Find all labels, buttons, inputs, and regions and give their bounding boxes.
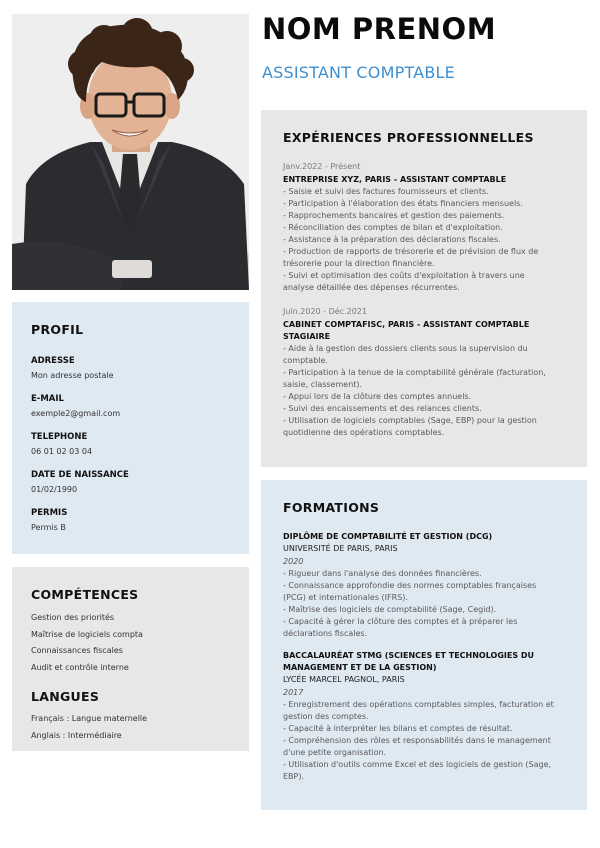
entry-line: - Assistance à la préparation des déclarations fiscales. [283, 235, 501, 244]
entry-line: - Connaissance approfondie des normes comptables françaises [283, 581, 537, 590]
entry-title: STAGIAIRE [283, 332, 331, 341]
entry-line: - Réconciliation des comptes de bilan et d'exploitation. [283, 223, 503, 232]
entry-line: - Aide à la gestion des dossiers clients sous la supervision du [283, 344, 528, 353]
job-title: ASSISTANT COMPTABLE [262, 63, 455, 82]
profil-field [31, 394, 231, 418]
skills-section [12, 567, 249, 751]
entry-line: - Participation à la tenue de la comptabilité générale (facturation, [283, 368, 546, 377]
langues-title: LANGUES [31, 689, 100, 705]
profil-section [12, 302, 249, 554]
entry-line: - Capacité à interpréter les bilans et comptes de résultat. [283, 724, 513, 733]
entry-line: - Participation à l'élaboration des états financiers mensuels. [283, 199, 523, 208]
entry-line: d'une petite organisation. [283, 748, 387, 757]
field-value: 06 01 02 03 04 [31, 447, 93, 456]
entry-line: (PCG) et internationales (IFRS). [283, 593, 408, 602]
entry-line: gestion des comptes. [283, 712, 369, 721]
formation-year: 2017 [283, 688, 304, 697]
experiences-section [261, 110, 587, 467]
entry-date: Janv.2022 - Présent [283, 162, 361, 171]
formations-section [261, 480, 587, 810]
field-label: DATE DE NAISSANCE [31, 470, 129, 480]
formation-school: LYCÉE MARCEL PAGNOL, PARIS [283, 675, 405, 684]
formations-title: FORMATIONS [283, 500, 380, 515]
field-label: TELEPHONE [31, 432, 88, 442]
field-label: PERMIS [31, 508, 68, 518]
entry-line: - Production de rapports de trésorerie et de prévision de flux de [283, 247, 539, 256]
entry-title: ENTREPRISE XYZ, PARIS - ASSISTANT COMPTABLE [283, 175, 507, 184]
langues-list [31, 711, 231, 744]
profil-field [31, 508, 231, 532]
list-item: Français : Langue maternelle [31, 714, 148, 724]
entry-line: - Saisie et suivi des factures fournisseurs et clients. [283, 187, 489, 196]
entry-date: Juin.2020 - Déc.2021 [283, 307, 367, 316]
profil-field [31, 432, 231, 456]
profile-photo [12, 14, 249, 290]
entry-line: - Compréhension des rôles et responsabilités dans le management [283, 736, 551, 745]
entry-line: comptable. [283, 356, 328, 365]
formations-list [283, 531, 569, 783]
formation-title: MANAGEMENT ET DE LA GESTION) [283, 663, 437, 672]
field-value: Permis B [31, 523, 66, 532]
entry-line: EBP). [283, 772, 305, 781]
profil-field [31, 470, 231, 494]
list-item: Maîtrise de logiciels compta [31, 629, 143, 639]
field-label: E-MAIL [31, 394, 64, 404]
list-item: Gestion des priorités [31, 613, 115, 622]
list-item: Connaissances fiscales [31, 646, 123, 656]
experiences-title: EXPÉRIENCES PROFESSIONNELLES [283, 130, 534, 145]
list-item: Audit et contrôle interne [31, 662, 129, 672]
formation-year: 2020 [283, 557, 304, 566]
entry-line: saisie, classement). [283, 380, 363, 389]
entry-line: - Suivi des encaissements et des relances clients. [283, 404, 482, 413]
competences-list [31, 610, 231, 676]
entry-line: - Appui lors de la clôture des comptes annuels. [283, 392, 472, 401]
entry-line: trésorerie pour la direction financière. [283, 259, 435, 268]
profil-title: PROFIL [31, 322, 84, 337]
experience-entry [283, 306, 569, 439]
formation-school: UNIVERSITÉ DE PARIS, PARIS [283, 544, 398, 553]
entry-line: - Suivi et optimisation des coûts d'exploitation à travers une [283, 271, 525, 280]
entry-line: - Capacité à gérer la clôture des comptes et à préparer les [283, 617, 518, 626]
list-item: Anglais : Intermédiaire [31, 730, 122, 740]
entry-line: - Enregistrement des opérations comptables simples, facturation et [283, 700, 554, 709]
entry-line: quotidienne des opérations comptables. [283, 428, 445, 437]
profil-fields [31, 356, 231, 532]
field-label: ADRESSE [31, 356, 75, 366]
entry-line: déclarations fiscales. [283, 629, 368, 638]
competences-title: COMPÉTENCES [31, 587, 139, 602]
profil-field [31, 356, 231, 380]
entry-line: - Utilisation d'outils comme Excel et des logiciels de gestion (Sage, [283, 760, 552, 769]
formation-title: DIPLÔME DE COMPTABILITÉ ET GESTION (DCG) [283, 532, 493, 541]
entry-line: - Rigueur dans l'analyse des données financières. [283, 569, 482, 578]
entry-line: analyse détaillée des dépenses récurrentes. [283, 283, 460, 292]
formation-entry [283, 650, 569, 783]
entry-title: CABINET COMPTAFISC, PARIS - ASSISTANT COMPTABLE [283, 320, 530, 329]
field-value: 01/02/1990 [31, 485, 78, 494]
formation-entry [283, 531, 569, 640]
entry-line: - Maîtrise des logiciels de comptabilité (Sage, Cegid). [283, 605, 497, 614]
experiences-list [283, 161, 569, 439]
entry-line: - Rapprochements bancaires et gestion des paiements. [283, 211, 505, 220]
field-value: exemple2@gmail.com [31, 409, 121, 418]
candidate-name: NOM PRENOM [262, 12, 497, 46]
entry-line: - Utilisation de logiciels comptables (Sage, EBP) pour la gestion [283, 416, 537, 425]
experience-entry [283, 161, 569, 294]
formation-title: BACCALAURÉAT STMG (SCIENCES ET TECHNOLOGIES DU [283, 651, 535, 660]
field-value: Mon adresse postale [31, 371, 114, 380]
